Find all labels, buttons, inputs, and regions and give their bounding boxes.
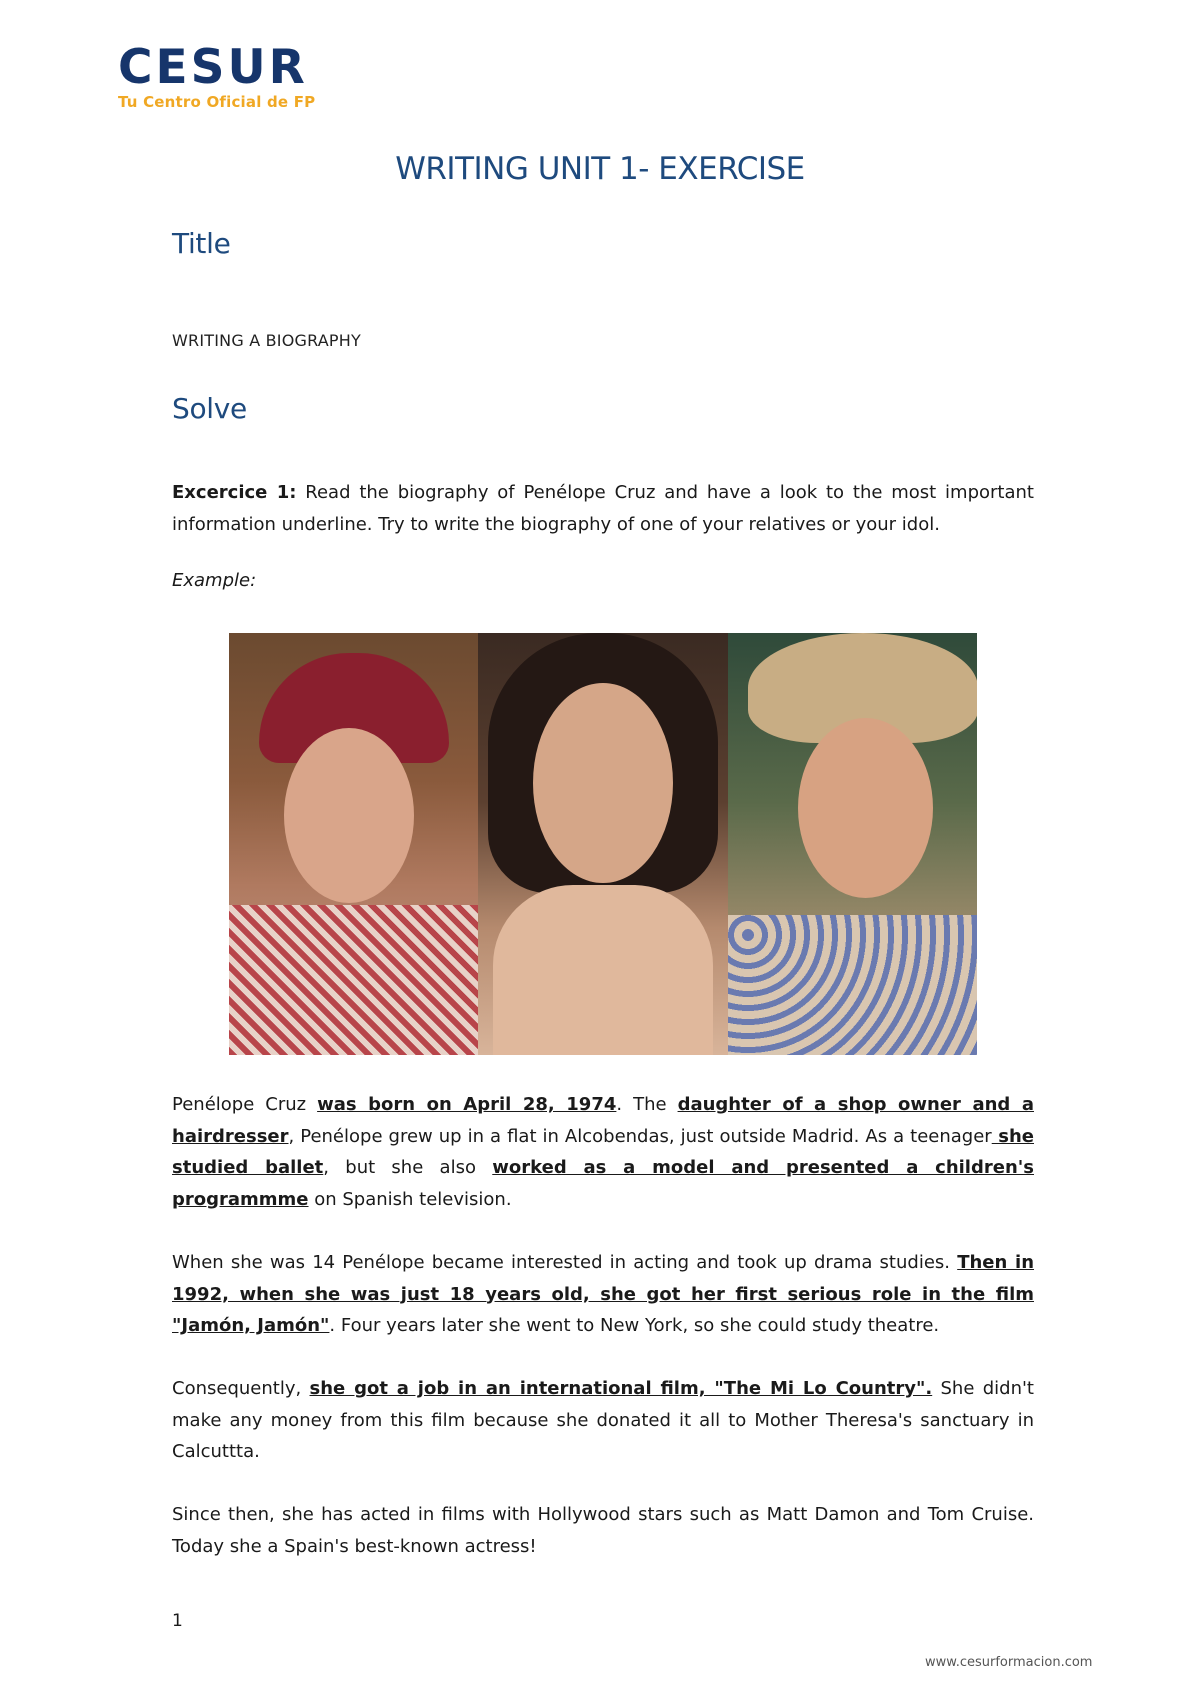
exercise-instructions	[172, 477, 1034, 540]
example-label: Example:	[172, 570, 257, 591]
photo-panel-mustache	[478, 633, 727, 1055]
footer-url: www.cesurformacion.com	[925, 1655, 1093, 1670]
section-heading-title: Title	[172, 227, 231, 260]
photo-panel-red-scarf	[229, 633, 478, 1055]
logo-wordmark: CESUR	[118, 40, 308, 95]
biography-paragraph-1: Penélope Cruz was born on April 28, 1974. The daughter of a shop owner and a hairdresser, Penélope grew up in a flat in Alcobendas, just outside Madrid. As a teenager she studied ballet, but she also worked as a model and presented a children's programmme on Spanish television.	[172, 1094, 1034, 1210]
penelope-cruz-photo-collage	[229, 633, 977, 1055]
page-number: 1	[172, 1611, 183, 1631]
biography-paragraph-3: Consequently, she got a job in an international film, "The Mi Lo Country". She didn't make any money from this film because she donated it all to Mother Theresa's sanctuary in Calcuttta.	[172, 1378, 1034, 1462]
photo-panel-straw-hat	[728, 633, 977, 1055]
section-heading-solve: Solve	[172, 392, 247, 425]
exercise-label: Excercice 1:	[172, 482, 297, 503]
document-title: WRITING UNIT 1- EXERCISE	[395, 151, 805, 187]
biography-paragraph-4: Since then, she has acted in films with Hollywood stars such as Matt Damon and Tom Cruise. Today she a Spain's best-known actress!	[172, 1504, 1034, 1557]
exercise-text: Read the biography of Penélope Cruz and have a look to the most important information underline. Try to write the biography of one of your relatives or your idol.	[172, 482, 1034, 535]
biography-paragraph-2: When she was 14 Penélope became interested in acting and took up drama studies. Then in 1992, when she was just 18 years old, she got her first serious role in the film "Jamón, Jamón". Four years later she went to New York, so she could study theatre.	[172, 1252, 1035, 1336]
cesur-logo	[118, 40, 316, 111]
assignment-title: WRITING A BIOGRAPHY	[172, 331, 361, 350]
logo-tagline: Tu Centro Oficial de FP	[118, 93, 316, 111]
